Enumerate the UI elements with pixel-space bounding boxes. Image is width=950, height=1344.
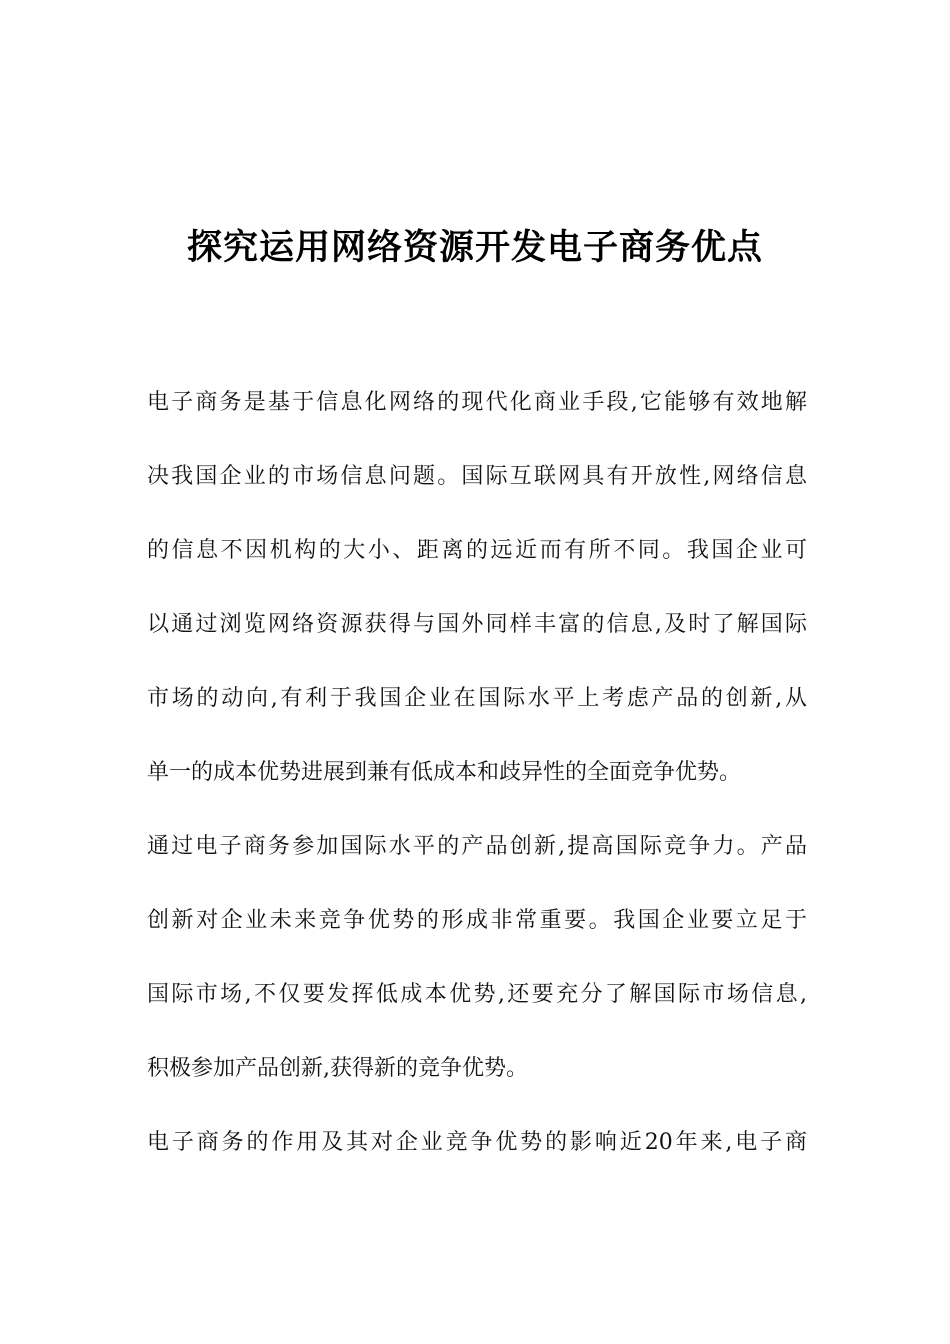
body-line: 单一的成本优势进展到兼有低成本和歧异性的全面竞争优势。 (147, 760, 742, 785)
body-line: 国际市场,不仅要发挥低成本优势,还要充分了解国际市场信息, (147, 982, 807, 1007)
body-line: 以通过浏览网络资源获得与国外同样丰富的信息,及时了解国际 (147, 612, 807, 637)
body-line: 决我国企业的市场信息问题。国际互联网具有开放性,网络信息 (147, 464, 807, 489)
body-line: 创新对企业未来竞争优势的形成非常重要。我国企业要立足于 (147, 908, 807, 933)
document-title: 探究运用网络资源开发电子商务优点 (186, 228, 763, 268)
body-line: 电子商务的作用及其对企业竞争优势的影响近20年来,电子商 (147, 1130, 807, 1155)
body-line: 通过电子商务参加国际水平的产品创新,提高国际竞争力。产品 (147, 834, 807, 859)
body-line: 电子商务是基于信息化网络的现代化商业手段,它能够有效地解 (147, 390, 807, 415)
body-line: 市场的动向,有利于我国企业在国际水平上考虑产品的创新,从 (147, 686, 807, 711)
body-line: 的信息不因机构的大小、距离的远近而有所不同。我国企业可 (147, 538, 807, 563)
body-line: 积极参加产品创新,获得新的竞争优势。 (147, 1056, 528, 1081)
